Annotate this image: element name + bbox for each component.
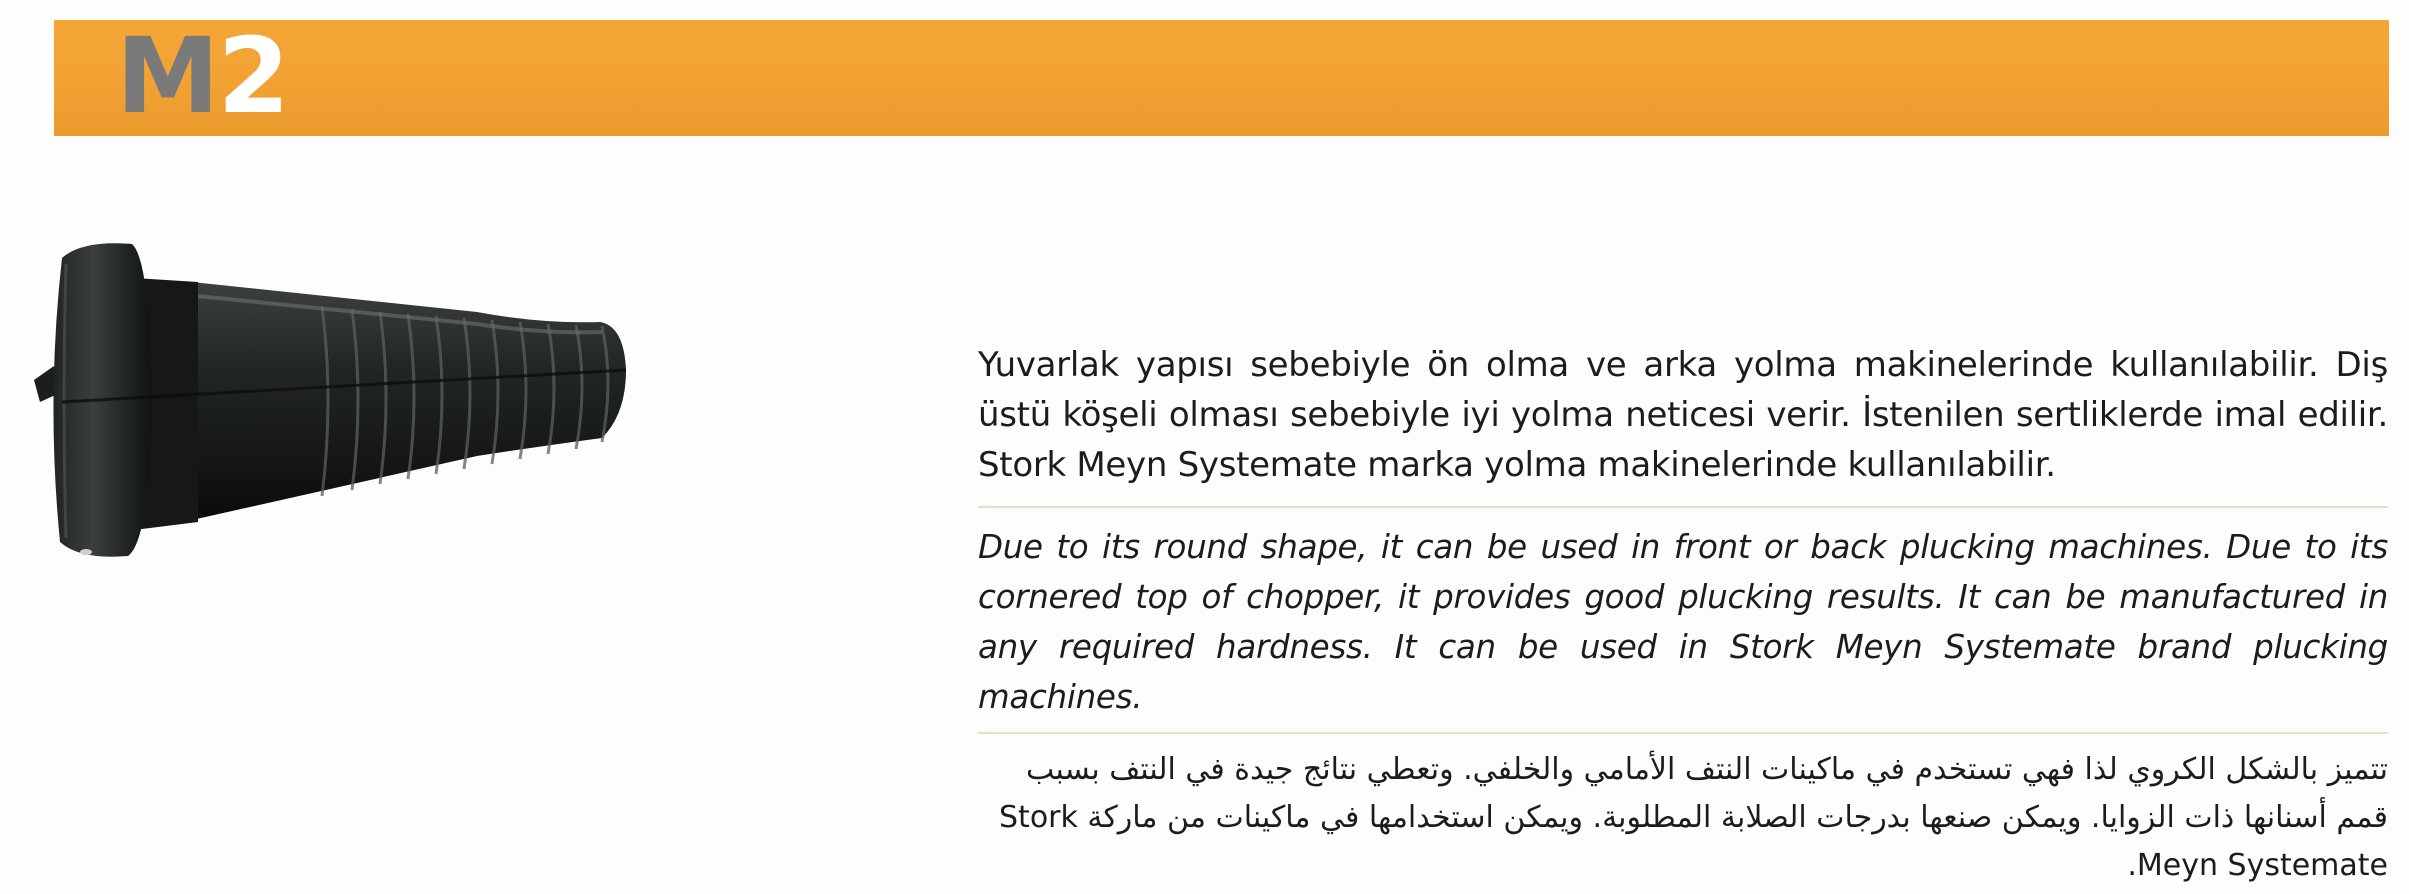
description-turkish: Yuvarlak yapısı sebebiyle ön olma ve arka yolma makinelerinde kullanılabilir. Diş üstü köşeli olması sebebiyle iyi yolma neticesi verir. İstenilen sertliklerde imal edilir. Stork Meyn Systemate marka yolma makinelerinde kullanılabilir. [978,345,2388,485]
divider [978,732,2388,734]
plucking-finger-image [22,220,942,580]
description-arabic: تتميز بالشكل الكروي لذا فهي تستخدم في ماكينات النتف الأمامي والخلفي. وتعطي نتائج جيدة في النتف بسبب قمم أسنانها ذات الزوايا. ويمكن صنعها بدرجات الصلابة المطلوبة. ويمكن استخدامها في ماكينات من ماركة Stork Meyn Systemate. [999,752,2388,883]
model-code [116,15,288,137]
header-band [54,20,2389,136]
model-code-digit: 2 [217,15,288,137]
description-english: Due to its round shape, it can be used in front or back plucking machines. Due to its cornered top of chopper, it provides good plucking results. It can be manufactured in any required hardness. It can be used in Stork Meyn Systemate brand plucking machines. [978,528,2388,716]
model-code-letter: M [116,15,218,137]
divider [978,506,2388,508]
